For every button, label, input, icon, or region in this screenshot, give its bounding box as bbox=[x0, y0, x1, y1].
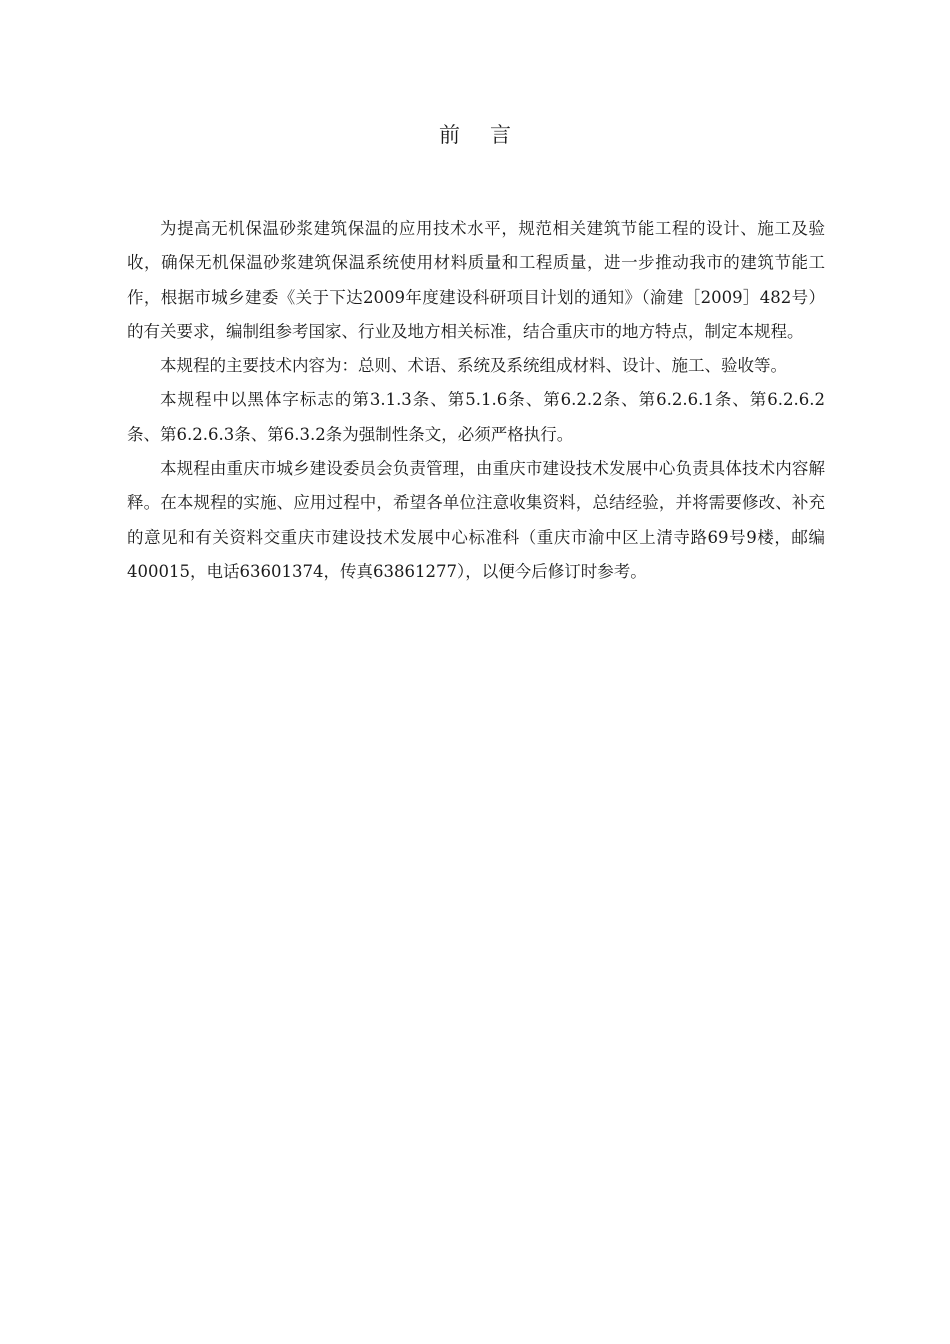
paragraph-contents: 本规程的主要技术内容为：总则、术语、系统及系统组成材料、设计、施工、验收等。 bbox=[160, 356, 787, 376]
paragraph-purpose: 为提高无机保温砂浆建筑保温的应用技术水平，规范相关建筑节能工程的设计、施工及验收，确保无机保温砂浆建筑保温系统使用材料质量和工程质量，进一步推动我市的建筑节能工作，根据市城乡建委《关于下达2009年度建设科研项目计划的通知》（渝建［2009］482号）的有关要求，编制组参考国家、行业及地方相关标准，结合重庆市的地方特点，制定本规程。 bbox=[127, 219, 825, 341]
preface-body bbox=[127, 212, 825, 589]
page-title: 前言 bbox=[439, 123, 541, 147]
paragraph-mandatory-clauses: 本规程中以黑体字标志的第3.1.3条、第5.1.6条、第6.2.2条、第6.2.6.1条、第6.2.6.2条、第6.2.6.3条、第6.3.2条为强制性条文，必须严格执行。 bbox=[127, 390, 825, 444]
paragraph-management: 本规程由重庆市城乡建设委员会负责管理，由重庆市建设技术发展中心负责具体技术内容解释。在本规程的实施、应用过程中，希望各单位注意收集资料，总结经验，并将需要修改、补充的意见和有关资料交重庆市建设技术发展中心标准科（重庆市渝中区上清寺路69号9楼，邮编400015，电话63601374，传真63861277），以便今后修订时参考。 bbox=[127, 459, 825, 581]
